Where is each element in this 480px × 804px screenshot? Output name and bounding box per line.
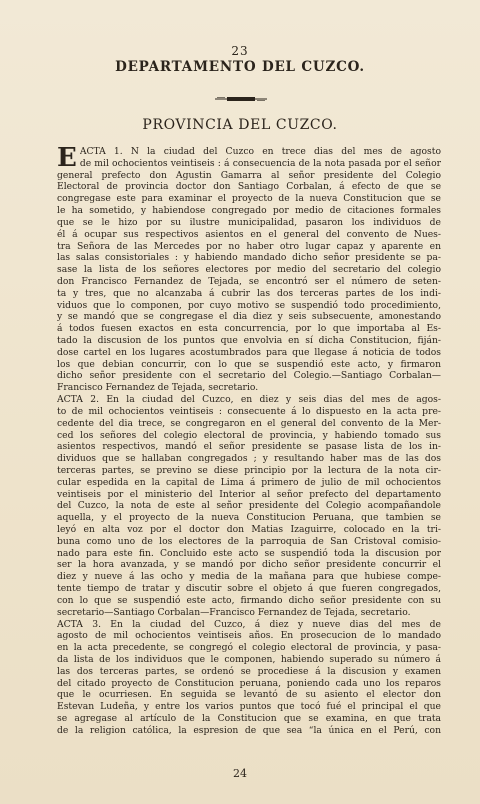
text-line: de la religion católica, la espresion de que sea “la única en el Perú, con	[57, 724, 441, 736]
text-line: tado la discusion de los puntos que envolvia en sí dicha Constitucion, fiján-	[57, 335, 441, 346]
page-number: 23	[231, 44, 249, 58]
text-line: ACTA 2. En la ciudad del Cuzco, en diez y seis dias del mes de agos-	[57, 394, 441, 406]
text-line: con lo que se suspendió este acto, firmando dicho señor presidente con su	[57, 594, 441, 606]
text-line: asientos respectivos, mandó el señor presidente se pasase lista de los in-	[57, 441, 441, 453]
text-line: agosto de mil ochocientos veintiseis años. En prosecucion de lo mandado	[57, 630, 441, 642]
text-line: buna como uno de los electores de la parroquia de San Cristoval comisio-	[57, 535, 441, 547]
text-line: congregase este para examinar el proyecto de la nueva Constitucion que se	[57, 193, 441, 205]
text-line: aquella, y el proyecto de la nueva Constitucion Peruana, que tambien se	[57, 512, 441, 524]
text-line: leyó en alta voz por el doctor don Matias Izaguirre, colocado en la tri-	[57, 524, 441, 535]
text-line: ta y tres, que no alcanzaba á cubrir las dos terceras partes de los indi-	[57, 287, 441, 299]
ornament-rule-icon	[215, 95, 267, 103]
text-line: tente tiempo de tratar y discutir sobre el objeto á que fueren congregados,	[57, 583, 441, 595]
text-line: se agregase al artículo de la Constitucion que se examina, en que trata	[57, 713, 441, 724]
text-line: dividuos que se hallaban congregados ; y resultando haber mas de las dos	[57, 453, 441, 465]
text-line: terceras partes, se previno se diese principio por la lectura de la nota cir-	[57, 464, 441, 476]
text-line: en la acta precedente, se congregó el colegio electoral de provincia, y pasa-	[57, 642, 441, 654]
text-line: á todos fuesen exactos en esta concurrencia, por lo que importaba al Es-	[57, 323, 441, 335]
text-line: viduos que lo componen, por cuyo motivo se suspendió todo procedimiento,	[57, 299, 441, 311]
text-line: los que debian concurrir, con lo que se suspendió este acto, y firmaron	[57, 358, 441, 370]
text-line: que se le hizo por su ilustre municipalidad, pasaron los individuos de	[57, 216, 441, 228]
text-line: secretario—Santiago Corbalan—Francisco Fernandez de Tejada, secretario.	[57, 606, 411, 618]
text-line: general prefecto don Agustin Gamarra al señor presidente del Colegio	[57, 169, 441, 181]
text-line: dicho señor presidente con el secretario del Colegio.—Santiago Corbalan—	[57, 370, 441, 382]
text-lines	[57, 158, 441, 737]
text-line: que le ocurriesen. En seguida se levantó de su asiento el elector don	[57, 689, 441, 701]
text-line: veintiseis por el ministerio del Interior al señor prefecto del departamento	[57, 488, 441, 500]
text-line: Estevan Ludeña, y entre los varios puntos que tocó fué el principal el que	[57, 701, 441, 713]
text-line: él á ocupar sus respectivos asientos en el general del convento de Nues-	[57, 228, 441, 240]
text-line: diez y nueve á las ocho y media de la mañana para que hubiese compe-	[57, 571, 441, 583]
text-line: le ha sometido, y habiendose congregado por medio de citaciones formales	[57, 205, 441, 217]
catchword: 24	[233, 767, 247, 780]
text-line: cedente del dia trece, se congregaron en el general del convento de la Mer-	[57, 417, 441, 429]
drop-cap: E	[57, 143, 77, 173]
text-line: sase la lista de los señores electores por medio del secretario del colegio	[57, 264, 441, 276]
text-line: del citado proyecto de Constitucion peruana, poniendo cada uno los reparos	[57, 677, 441, 689]
text-line: Electoral de provincia doctor don Santiago Corbalan, á efecto de que se	[57, 181, 441, 193]
text-line: dose cartel en los lugares acostumbrados para que llegase á noticia de todos	[57, 346, 441, 358]
text-line: ACTA 3. En la ciudad del Cuzco, á diez y nueve dias del mes de	[57, 618, 441, 630]
body-text	[57, 143, 441, 737]
text-line: Francisco Fernandez de Tejada, secretario.	[57, 382, 259, 394]
first-line-text: N la ciudad del Cuzco en trece dias del mes de agosto	[130, 146, 441, 157]
text-line: del Cuzco, la nota de este al señor presidente del Colegio acompañandole	[57, 500, 441, 512]
text-line: ser la hora avanzada, y se mandó por dicho señor presidente concurrir el	[57, 559, 441, 571]
province-title: PROVINCIA DEL CUZCO.	[142, 117, 338, 133]
text-line: de mil ochocientos veintiseis : á consecuencia de la nota pasada por el señor	[79, 157, 441, 169]
first-line	[80, 146, 441, 158]
text-line: don Francisco Fernandez de Tejada, se encontró ser el número de seten-	[57, 275, 441, 287]
acta-label: ACTA 1.	[79, 146, 123, 157]
department-title: DEPARTAMENTO DEL CUZCO.	[115, 59, 365, 75]
text-line: da lista de los individuos que le componen, habiendo superado su número á	[57, 653, 441, 665]
text-line: cular espedida en la capital de Lima á primero de julio de mil ochocientos	[57, 476, 441, 488]
text-line: ced los señores del colegio electoral de provincia, y habiendo tomado sus	[57, 429, 441, 441]
text-line: to de mil ochocientos veintiseis : consecuente á lo dispuesto en la acta pre-	[57, 405, 441, 417]
text-line: nado para este fin. Concluido este acto se suspendió toda la discusion por	[57, 547, 441, 559]
text-line: tra Señora de las Mercedes por no haber otro lugar capaz y aparente en	[57, 240, 441, 252]
text-line: las dos terceras partes, se ordenó se procediese á la discusion y examen	[57, 665, 441, 677]
text-line: las salas consistoriales : y habiendo mandado dicho señor presidente se pa-	[57, 252, 441, 264]
text-line: y se mandó que se congregase el dia diez y seis subsecuente, amonestando	[57, 311, 441, 323]
